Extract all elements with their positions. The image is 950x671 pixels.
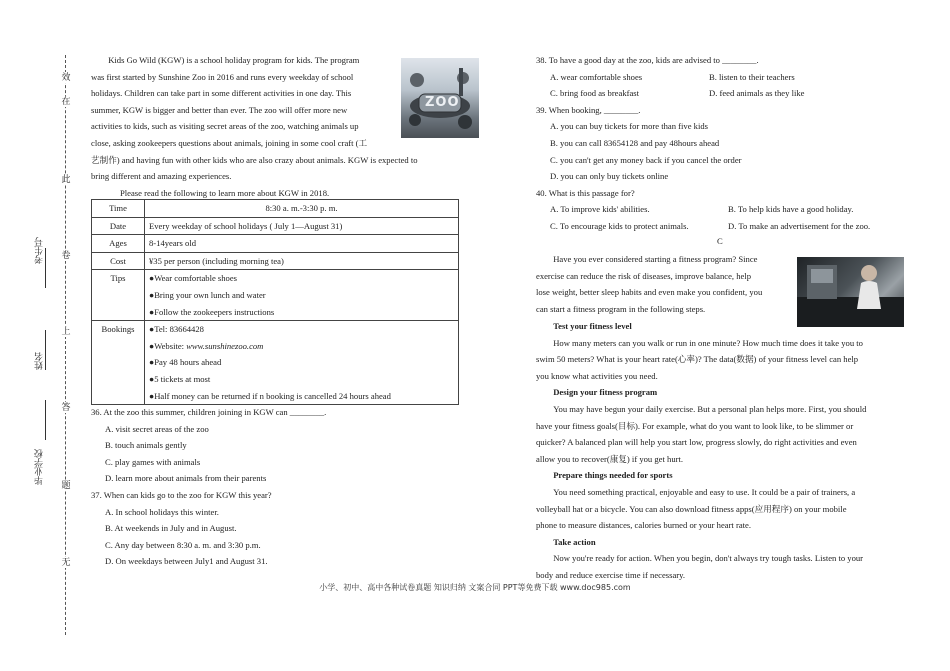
table-key: Bookings — [92, 321, 145, 405]
passage-line: You may have begun your daily exercise. But a personal plan helps more. First, you should — [553, 403, 867, 414]
table-value: 8-14years old — [149, 238, 197, 249]
question-option: D. On weekdays between July1 and August 31. — [105, 556, 268, 567]
passage-line: can start a fitness program in the following steps. — [536, 303, 706, 314]
table-row — [92, 321, 459, 405]
table-key: Cost — [92, 252, 145, 270]
table-value: ●5 tickets at most — [149, 373, 211, 384]
question-option: C. bring food as breakfast — [550, 88, 640, 99]
question-option: A. you can buy tickets for more than five kids — [550, 121, 708, 132]
table-value-cell — [145, 270, 459, 321]
seal-char: 此 — [61, 174, 71, 184]
passage-line: allow you to recover(康复) if you get hurt. — [536, 453, 684, 464]
table-value: ●Follow the zookeepers instructions — [149, 306, 275, 317]
seal-char: 在 — [61, 96, 71, 106]
passage-c-intro — [536, 251, 791, 317]
name-label: 姓名 — [34, 352, 44, 370]
option-row — [536, 69, 916, 86]
question-stem: 38. To have a good day at the zoo, kids are advised to ________. — [536, 55, 759, 65]
passage-line: You need something practical, enjoyable and easy to use. It could be a pair of trainers, a — [553, 486, 856, 497]
table-row — [92, 217, 459, 235]
binding-dashed-line — [65, 55, 66, 635]
section-heading: Design your fitness program — [553, 387, 658, 398]
section-heading: Take action — [553, 536, 596, 547]
woman-running-illustration — [797, 257, 904, 327]
school-underline — [45, 400, 46, 440]
table-row — [92, 252, 459, 270]
question-option: C. you can't get any money back if you cancel the order — [550, 154, 742, 165]
option-row — [536, 85, 916, 102]
table-value-cell — [145, 235, 459, 253]
table-value: 8:30 a. m.-3:30 p. m. — [265, 203, 338, 213]
passage-line: Have you ever considered starting a fitness program? Since — [553, 254, 758, 264]
question-stem: 40. What is this passage for? — [536, 187, 635, 198]
seal-char: 效 — [61, 72, 71, 82]
table-key: Time — [92, 200, 145, 218]
table-value: Every weekday of school holidays ( July 1—August 31) — [149, 220, 343, 231]
table-value-cell — [145, 217, 459, 235]
question-option: B. At weekends in July and in August. — [105, 523, 237, 534]
passage-line: Now you're ready for action. When you begin, don't always try tough tasks. Listen to your — [553, 553, 864, 564]
table-row — [92, 200, 459, 218]
passage-line: body and reduce exercise time if necessary. — [536, 569, 686, 580]
seal-char: 上 — [61, 326, 71, 336]
passage-line: exercise can reduce the risk of diseases, improve balance, help — [536, 270, 751, 281]
section-heading: Test your fitness level — [553, 321, 632, 331]
fitness-photo — [797, 257, 904, 327]
question-option: A. In school holidays this winter. — [105, 506, 219, 517]
table-row — [92, 235, 459, 253]
passage-line: activities to kids, such as visiting secret areas of the zoo, watching animals up — [91, 121, 359, 132]
passage-line: How many meters can you walk or run in one minute? How much time does it take you to — [553, 337, 863, 348]
passage-line: close, asking zookeepers questions about animals, joining in some cool craft (工 — [91, 137, 368, 148]
passage-line: was first started by Sunshine Zoo in 2016 and runs every weekday of school — [91, 71, 354, 82]
passage-line: quicker? A balanced plan will help you start low, progress slowly, do right activities and even — [536, 437, 857, 448]
question-option: A. wear comfortable shoes — [550, 71, 643, 82]
passage-line: bring different and amazing experiences. — [91, 171, 232, 182]
passage-line: volleyball hat or a bicycle. You can also download fitness apps(应用程序) on your mobile — [536, 503, 847, 514]
passage-b-intro — [91, 52, 461, 185]
seal-char: 无 — [61, 557, 71, 567]
seal-char: 题 — [61, 480, 71, 490]
table-value-cell — [145, 321, 459, 405]
table-value: ¥35 per person (including morning tea) — [149, 255, 284, 266]
page-footer: 小学、初中、高中各种试卷真题 知识归纳 文案合同 PPT等免费下载 www.doc985.com — [319, 583, 631, 592]
question-option: B. you can call 83654128 and pay 48hours ahead — [550, 137, 720, 148]
table-value: ●Tel: 83664428 — [149, 324, 204, 335]
passage-line: swim 50 meters? What is your heart rate(心率)? The data(数据) of your fitness level can help — [536, 354, 859, 365]
question-option: D. you can only buy tickets online — [550, 171, 669, 182]
exam-number-label: 考生号 — [34, 237, 44, 264]
passage-line: you know what activities you need. — [536, 370, 658, 381]
exam-number-underline — [45, 248, 46, 288]
website-url: www.sunshinezoo.com — [186, 340, 264, 351]
question-option: C. Any day between 8:30 a. m. and 3:30 p.m. — [105, 539, 261, 550]
questions-36-37 — [91, 404, 471, 570]
option-row — [536, 201, 916, 218]
question-option: D. learn more about animals from their parents — [105, 473, 267, 484]
name-underline — [45, 330, 46, 370]
passage-line: holidays. Children can take part in some different activities in one day. This — [91, 88, 352, 99]
table-value: ●Half money can be returned if n booking is cancelled 24 hours ahead — [149, 390, 391, 401]
question-option: C. play games with animals — [105, 456, 201, 467]
table-key: Tips — [92, 270, 145, 321]
questions-38-40 — [536, 52, 916, 235]
table-value: ●Website: www.sunshinezoo.com — [149, 340, 264, 351]
table-key: Date — [92, 217, 145, 235]
seal-char: 卷 — [61, 250, 71, 260]
table-row — [92, 270, 459, 321]
table-value: ●Bring your own lunch and water — [149, 289, 266, 300]
section-heading: Prepare things needed for sports — [553, 470, 673, 481]
passage-line: summer, KGW is bigger and better than ever. The zoo will offer more new — [91, 104, 348, 115]
table-value-cell — [145, 252, 459, 270]
passage-line: have your fitness goals(目标). For example, what do you want to look like, to be slimmer or — [536, 420, 854, 431]
question-stem: 39. When booking, ________. — [536, 104, 641, 115]
question-option: D. To make an advertisement for the zoo. — [728, 220, 871, 231]
passage-line: Kids Go Wild (KGW) is a school holiday program for kids. The program — [108, 55, 360, 65]
seal-char: 答 — [61, 402, 71, 412]
question-stem: 36. At the zoo this summer, children joining in KGW can ________. — [91, 407, 327, 417]
question-option: A. To improve kids' abilities. — [550, 204, 650, 215]
question-stem: 37. When can kids go to the zoo for KGW this year? — [91, 489, 272, 500]
zoo-sign-text: ZOO — [425, 95, 460, 110]
passage-c-letter: C — [717, 236, 723, 246]
question-option: B. listen to their teachers — [709, 71, 795, 82]
passage-c-body — [536, 318, 908, 584]
school-label: 毕业学校 — [34, 449, 44, 485]
question-option: B. touch animals gently — [105, 440, 187, 451]
passage-line: 艺制作) and having fun with other kids who are also crazy about animals. KGW is expected to — [91, 154, 418, 165]
question-option: B. To help kids have a good holiday. — [728, 204, 854, 215]
question-option: D. feed animals as they like — [709, 88, 805, 99]
table-key: Ages — [92, 235, 145, 253]
table-value: ●Pay 48 hours ahead — [149, 357, 222, 368]
question-option: A. visit secret areas of the zoo — [105, 423, 209, 434]
question-option: C. To encourage kids to protect animals. — [550, 220, 689, 231]
table-value-cell — [145, 200, 459, 218]
passage-line: lose weight, better sleep habits and even make you confident, you — [536, 287, 763, 298]
passage-line: phone to measure distances, calories burned or your heart rate. — [536, 520, 751, 531]
table-value: ●Wear comfortable shoes — [149, 273, 238, 284]
kgw-info-table — [91, 199, 459, 405]
option-row — [536, 218, 916, 235]
table-caption: Please read the following to learn more about KGW in 2018. — [120, 188, 330, 198]
